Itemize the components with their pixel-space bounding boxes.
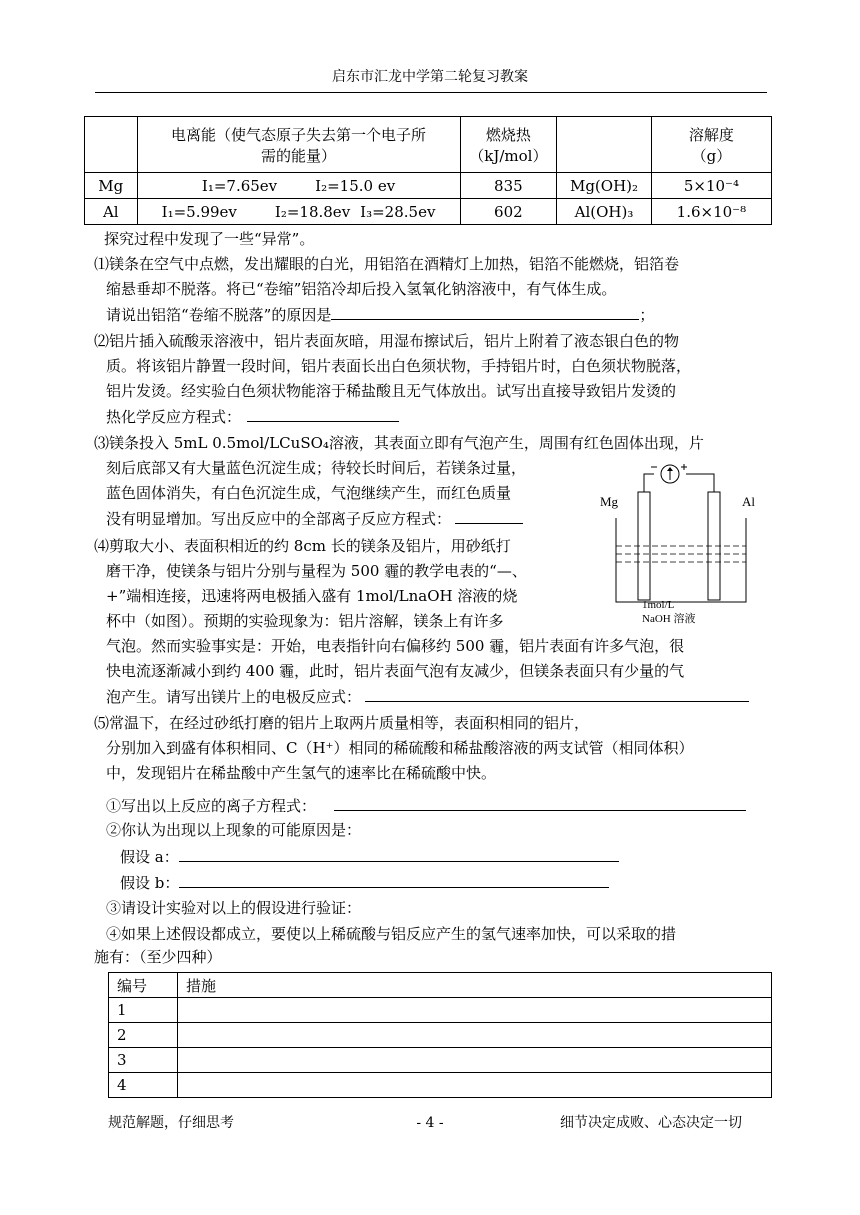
q3-prompt: 没有明显增加。写出反应中的全部离子反应方程式： — [106, 507, 523, 530]
heat-header: 燃烧热 （kJ/mol） — [460, 117, 557, 173]
table-cell-empty — [557, 117, 652, 173]
solution-label: 1mol/L — [642, 599, 675, 611]
q1-prompt: 请说出铝箔“卷缩不脱落”的原因是 ； — [106, 303, 654, 326]
hypothesis-b: 假设 b： — [120, 871, 609, 894]
answer-blank[interactable] — [365, 685, 749, 702]
q4-line: 气泡。然而实验事实是：开始，电表指针向右偏移约 500 霾，铝片表面有许多气泡，很 — [106, 637, 685, 655]
measure-input-cell[interactable] — [178, 1073, 772, 1098]
q1-line: ⑴镁条在空气中点燃，发出耀眼的白光，用铝箔在酒精灯上加热，铝箔不能燃烧，铝箔卷 — [94, 255, 680, 273]
solubility-header: 溶解度 （g） — [651, 117, 771, 173]
q5-line: 分别加入到盛有体积相同、C（H⁺）相同的稀硫酸和稀盐酸溶液的两支试管（相同体积） — [106, 739, 694, 757]
q5-sub2: ②你认为出现以上现象的可能原因是： — [106, 821, 362, 839]
table-row — [109, 998, 772, 1023]
table-row — [109, 1073, 772, 1098]
number-cell: 2 — [109, 1023, 178, 1048]
q4-prompt: 泡产生。请写出镁片上的电极反应式： — [106, 685, 749, 708]
hypothesis-a: 假设 a： — [120, 845, 619, 868]
solubility-cell: 1.6×10⁻⁸ — [651, 199, 771, 225]
q4-line: 杯中（如图）。预期的实验现象为：铝片溶解，镁条上有许多 — [106, 612, 504, 630]
element-cell: Al — [85, 199, 138, 225]
solution-label: NaOH 溶液 — [642, 613, 696, 625]
q1-line: 缩悬垂却不脱落。将已“卷缩”铝箔冷却后投入氢氧化钠溶液中，有气体生成。 — [106, 280, 617, 298]
solubility-cell: 5×10⁻⁴ — [651, 173, 771, 199]
measure-input-cell[interactable] — [178, 1023, 772, 1048]
q3-line: ⑶镁条投入 5mL 0.5mol/LCuSO₄溶液，其表面立即有气泡产生，周围有红色固体出现，片 — [94, 434, 704, 452]
table-row — [85, 173, 772, 199]
al-label: Al — [742, 494, 755, 509]
ammeter-icon — [651, 464, 687, 483]
q5-sub4: 施有：（至少四种） — [94, 948, 222, 966]
header-rule — [95, 92, 767, 93]
answer-blank[interactable] — [179, 871, 609, 888]
answer-blank[interactable] — [334, 794, 746, 811]
q4-line: +”端相连接，迅速将两电极插入盛有 1mol/LnaOH 溶液的烧 — [106, 587, 518, 605]
number-cell: 4 — [109, 1073, 178, 1098]
footer-right: 细节决定成败、心态决定一切 — [560, 1115, 742, 1131]
ionization-cell: I₁=7.65ev I₂=15.0 ev — [137, 173, 460, 199]
ionization-cell: I₁=5.99ev I₂=18.8ev I₃=28.5ev — [137, 199, 460, 225]
number-cell: 3 — [109, 1048, 178, 1073]
q5-sub3: ③请设计实验对以上的假设进行验证： — [106, 899, 362, 917]
answer-blank[interactable] — [179, 845, 619, 862]
measure-input-cell[interactable] — [178, 998, 772, 1023]
beaker — [616, 518, 746, 602]
heat-cell: 602 — [460, 199, 557, 225]
q3-line: 蓝色固体消失，有白色沉淀生成，气泡继续产生，而红色质量 — [106, 484, 512, 502]
q2-line: 铝片发烫。经实验白色须状物能溶于稀盐酸且无气体放出。试写出直接导致铝片发烫的 — [106, 382, 677, 400]
hydroxide-cell: Al(OH)₃ — [557, 199, 652, 225]
table-row — [109, 1023, 772, 1048]
measures-table — [108, 972, 772, 1098]
q2-line: ⑵铝片插入硫酸汞溶液中，铝片表面灰暗，用湿布擦试后，铝片上附着了液态银白色的物 — [94, 332, 680, 350]
q5-sub1: ①写出以上反应的离子方程式： — [106, 794, 746, 817]
hydroxide-cell: Mg(OH)₂ — [557, 173, 652, 199]
measure-header: 措施 — [178, 973, 772, 998]
electrochemical-cell-diagram — [596, 462, 772, 626]
q5-line: 中，发现铝片在稀盐酸中产生氢气的速率比在稀硫酸中快。 — [106, 764, 497, 782]
intro-text: 探究过程中发现了一些“异常”。 — [104, 230, 315, 248]
page-number: - 4 - — [416, 1115, 444, 1131]
q5-line: ⑸常温下，在经过砂纸打磨的铝片上取两片质量相等，表面积相同的铝片， — [94, 714, 590, 732]
q4-line: ⑷剪取大小、表面积相近的约 8cm 长的镁条及铝片，用砂纸打 — [94, 537, 511, 555]
table-row — [109, 1048, 772, 1073]
table-row — [85, 199, 772, 225]
heat-cell: 835 — [460, 173, 557, 199]
q5-sub4: ④如果上述假设都成立，要使以上稀硫酸与铝反应产生的氢气速率加快，可以采取的措 — [106, 925, 677, 943]
mg-label: Mg — [600, 494, 619, 509]
answer-blank[interactable] — [455, 507, 523, 524]
measure-input-cell[interactable] — [178, 1048, 772, 1073]
q4-line: 磨干净，使镁条与铝片分别与量程为 500 霾的教学电表的“—、 — [106, 562, 527, 580]
properties-table — [84, 116, 772, 225]
page-header-title: 启东市汇龙中学第二轮复习教案 — [332, 69, 528, 85]
q2-prompt: 热化学反应方程式： — [106, 405, 399, 428]
element-cell: Mg — [85, 173, 138, 199]
footer-left: 规范解题，仔细思考 — [108, 1115, 234, 1131]
answer-blank[interactable] — [247, 405, 399, 422]
q4-line: 快电流逐渐减小到约 400 霾，此时，铝片表面气泡有友减少，但镁条表面只有少量的气 — [106, 662, 685, 680]
table-cell-empty — [85, 117, 138, 173]
ionization-header: 电离能（使气态原子失去第一个电子所 需的能量） — [137, 117, 460, 173]
number-cell: 1 — [109, 998, 178, 1023]
q3-line: 刻后底部又有大量蓝色沉淀生成；待较长时间后，若镁条过量， — [106, 459, 527, 477]
q2-line: 质。将该铝片静置一段时间，铝片表面长出白色须状物，手持铝片时，白色须状物脱落， — [106, 357, 692, 375]
number-header: 编号 — [109, 973, 178, 998]
answer-blank[interactable] — [331, 303, 639, 320]
